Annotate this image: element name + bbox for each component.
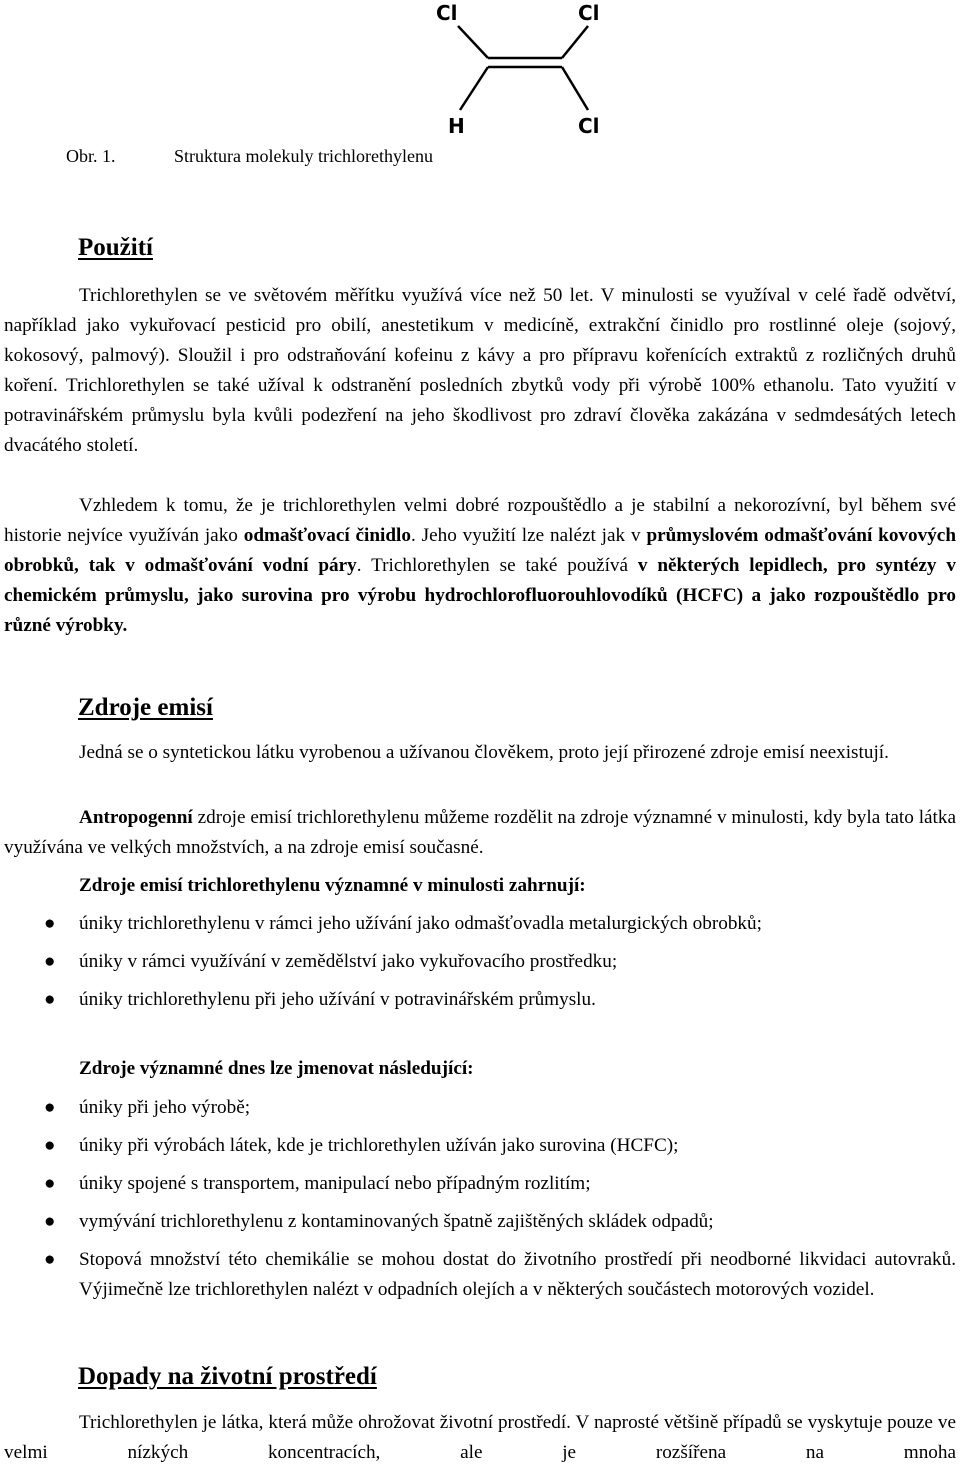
list-item <box>0 1169 956 1199</box>
bullet-icon: ● <box>44 989 56 1010</box>
atom-h-bottom-left: H <box>448 114 465 138</box>
use-paragraph-1: Trichlorethylen se ve světovém měřítku využívá více než 50 let. V minulosti se využíval v celé řadě odvětví, například jako vykuřovací pesticid pro obilí, anestetikum v medicíně, extrakční činidlo pro rostlinné oleje (sojový, kokosový, palmový). Sloužil i pro odstraňování kofeinu z kávy a pro přípravu kořenících extraktů z rozličných druhů koření. Trichlorethylen se také užíval k odstranění posledních zbytků vody při výrobě 100% ethanolu. Tato využití v potravinářském průmyslu byla kvůli podezření na jeho škodlivost pro zdraví člověka zakázána v sedmdesátých letech dvacátého století. <box>4 285 956 456</box>
atom-cl-top-left: Cl <box>436 1 458 25</box>
figure-caption-text: Struktura molekuly trichlorethylenu <box>174 146 433 166</box>
present-sources-list <box>0 1093 956 1305</box>
figure-caption <box>66 146 433 167</box>
list-item-text: úniky trichlorethylenu v rámci jeho užívání jako odmašťovadla metalurgických obrobků; <box>79 913 762 934</box>
section-heading-sources: Zdroje emisí <box>78 694 213 721</box>
list-item-text: úniky při jeho výrobě; <box>79 1097 251 1118</box>
use-p2-bold-industrial: průmyslovém odmašťování kovových obrobků, tak v odmašťování vodní páry <box>4 525 956 576</box>
bullet-icon: ● <box>44 1097 56 1118</box>
bullet-icon: ● <box>44 913 56 934</box>
list-item-text: vymývání trichlorethylenu z kontaminovaných špatně zajištěných skládek odpadů; <box>79 1211 714 1232</box>
list-item-text: Stopová množství této chemikálie se mohou dostat do životního prostředí při neodborné likvidaci autovraků. Výjimečně lze trichlorethylen nalézt v odpadních olejích a v některých součástech motorových vozidel. <box>79 1249 956 1300</box>
list-item <box>0 1131 956 1161</box>
use-p2-text-e: . Trichlorethylen se také používá <box>356 555 638 576</box>
atom-cl-bottom-right: Cl <box>578 114 600 138</box>
list-item-text: úniky při výrobách látek, kde je trichlorethylen užíván jako surovina (HCFC); <box>79 1135 679 1156</box>
use-p2-bold-degreasing-agent: odmašťovací činidlo <box>243 525 411 546</box>
list-item-text: úniky v rámci využívání v zemědělství jako vykuřovacího prostředku; <box>79 951 618 972</box>
trichlorethylene-structure-diagram <box>430 0 605 138</box>
list-item <box>0 909 956 939</box>
list-item <box>0 1207 956 1237</box>
section-heading-use: Použití <box>78 234 153 261</box>
figure-number: Obr. 1. <box>66 146 116 166</box>
impact-paragraph-1: Trichlorethylen je látka, která může ohrožovat životní prostředí. V naprosté většině případů se vyskytuje pouze ve velmi nízkých koncentracích, ale je rozšířena na mnoha <box>4 1412 956 1463</box>
list-item-text: úniky spojené s transportem, manipulací nebo případným rozlitím; <box>79 1173 591 1194</box>
past-sources-heading: Zdroje emisí trichlorethylenu významné v minulosti zahrnují: <box>79 875 586 896</box>
section-heading-impact: Dopady na životní prostředí <box>78 1363 377 1390</box>
sources-p2-bold-anthropogenic: Antropogenní <box>79 807 193 828</box>
bullet-icon: ● <box>44 951 56 972</box>
list-item <box>0 947 956 977</box>
list-item <box>0 1093 956 1123</box>
bullet-icon: ● <box>44 1211 56 1232</box>
list-item-text: úniky trichlorethylenu při jeho užívání v potravinářském průmyslu. <box>79 989 596 1010</box>
bullet-icon: ● <box>44 1135 56 1156</box>
present-sources-heading: Zdroje významné dnes lze jmenovat následující: <box>79 1058 474 1079</box>
list-item <box>0 985 956 1015</box>
sources-paragraph-2 <box>4 803 956 863</box>
list-item <box>0 1245 956 1305</box>
atom-cl-top-right: Cl <box>578 1 600 25</box>
past-sources-list <box>0 909 956 1015</box>
sources-paragraph-1: Jedná se o syntetickou látku vyrobenou a užívanou člověkem, proto její přirozené zdroje emisí neexistují. <box>79 742 889 763</box>
use-p2-bold-adhesives: v některých lepidlech, pro syntézy v chemickém průmyslu, jako surovina pro výrobu hydrochlorofluorouhlovodíků (HCFC) a jako rozpouštědlo pro různé výrobky. <box>4 555 956 636</box>
use-p2-text-a: Vzhledem k tomu, že je trichlorethylen velmi dobré rozpouštědlo a je stabilní a nekorozívní, byl během své historie nejvíce využíván jako <box>4 495 956 546</box>
sources-p2-rest: zdroje emisí trichlorethylenu můžeme rozdělit na zdroje významné v minulosti, kdy byla tato látka využívána ve velkých množstvích, a na zdroje emisí současné. <box>4 807 956 858</box>
bullet-icon: ● <box>44 1249 56 1270</box>
use-paragraph-2 <box>4 491 956 641</box>
bullet-icon: ● <box>44 1173 56 1194</box>
use-p2-text-c: . Jeho využití lze nalézt jak v <box>410 525 647 546</box>
